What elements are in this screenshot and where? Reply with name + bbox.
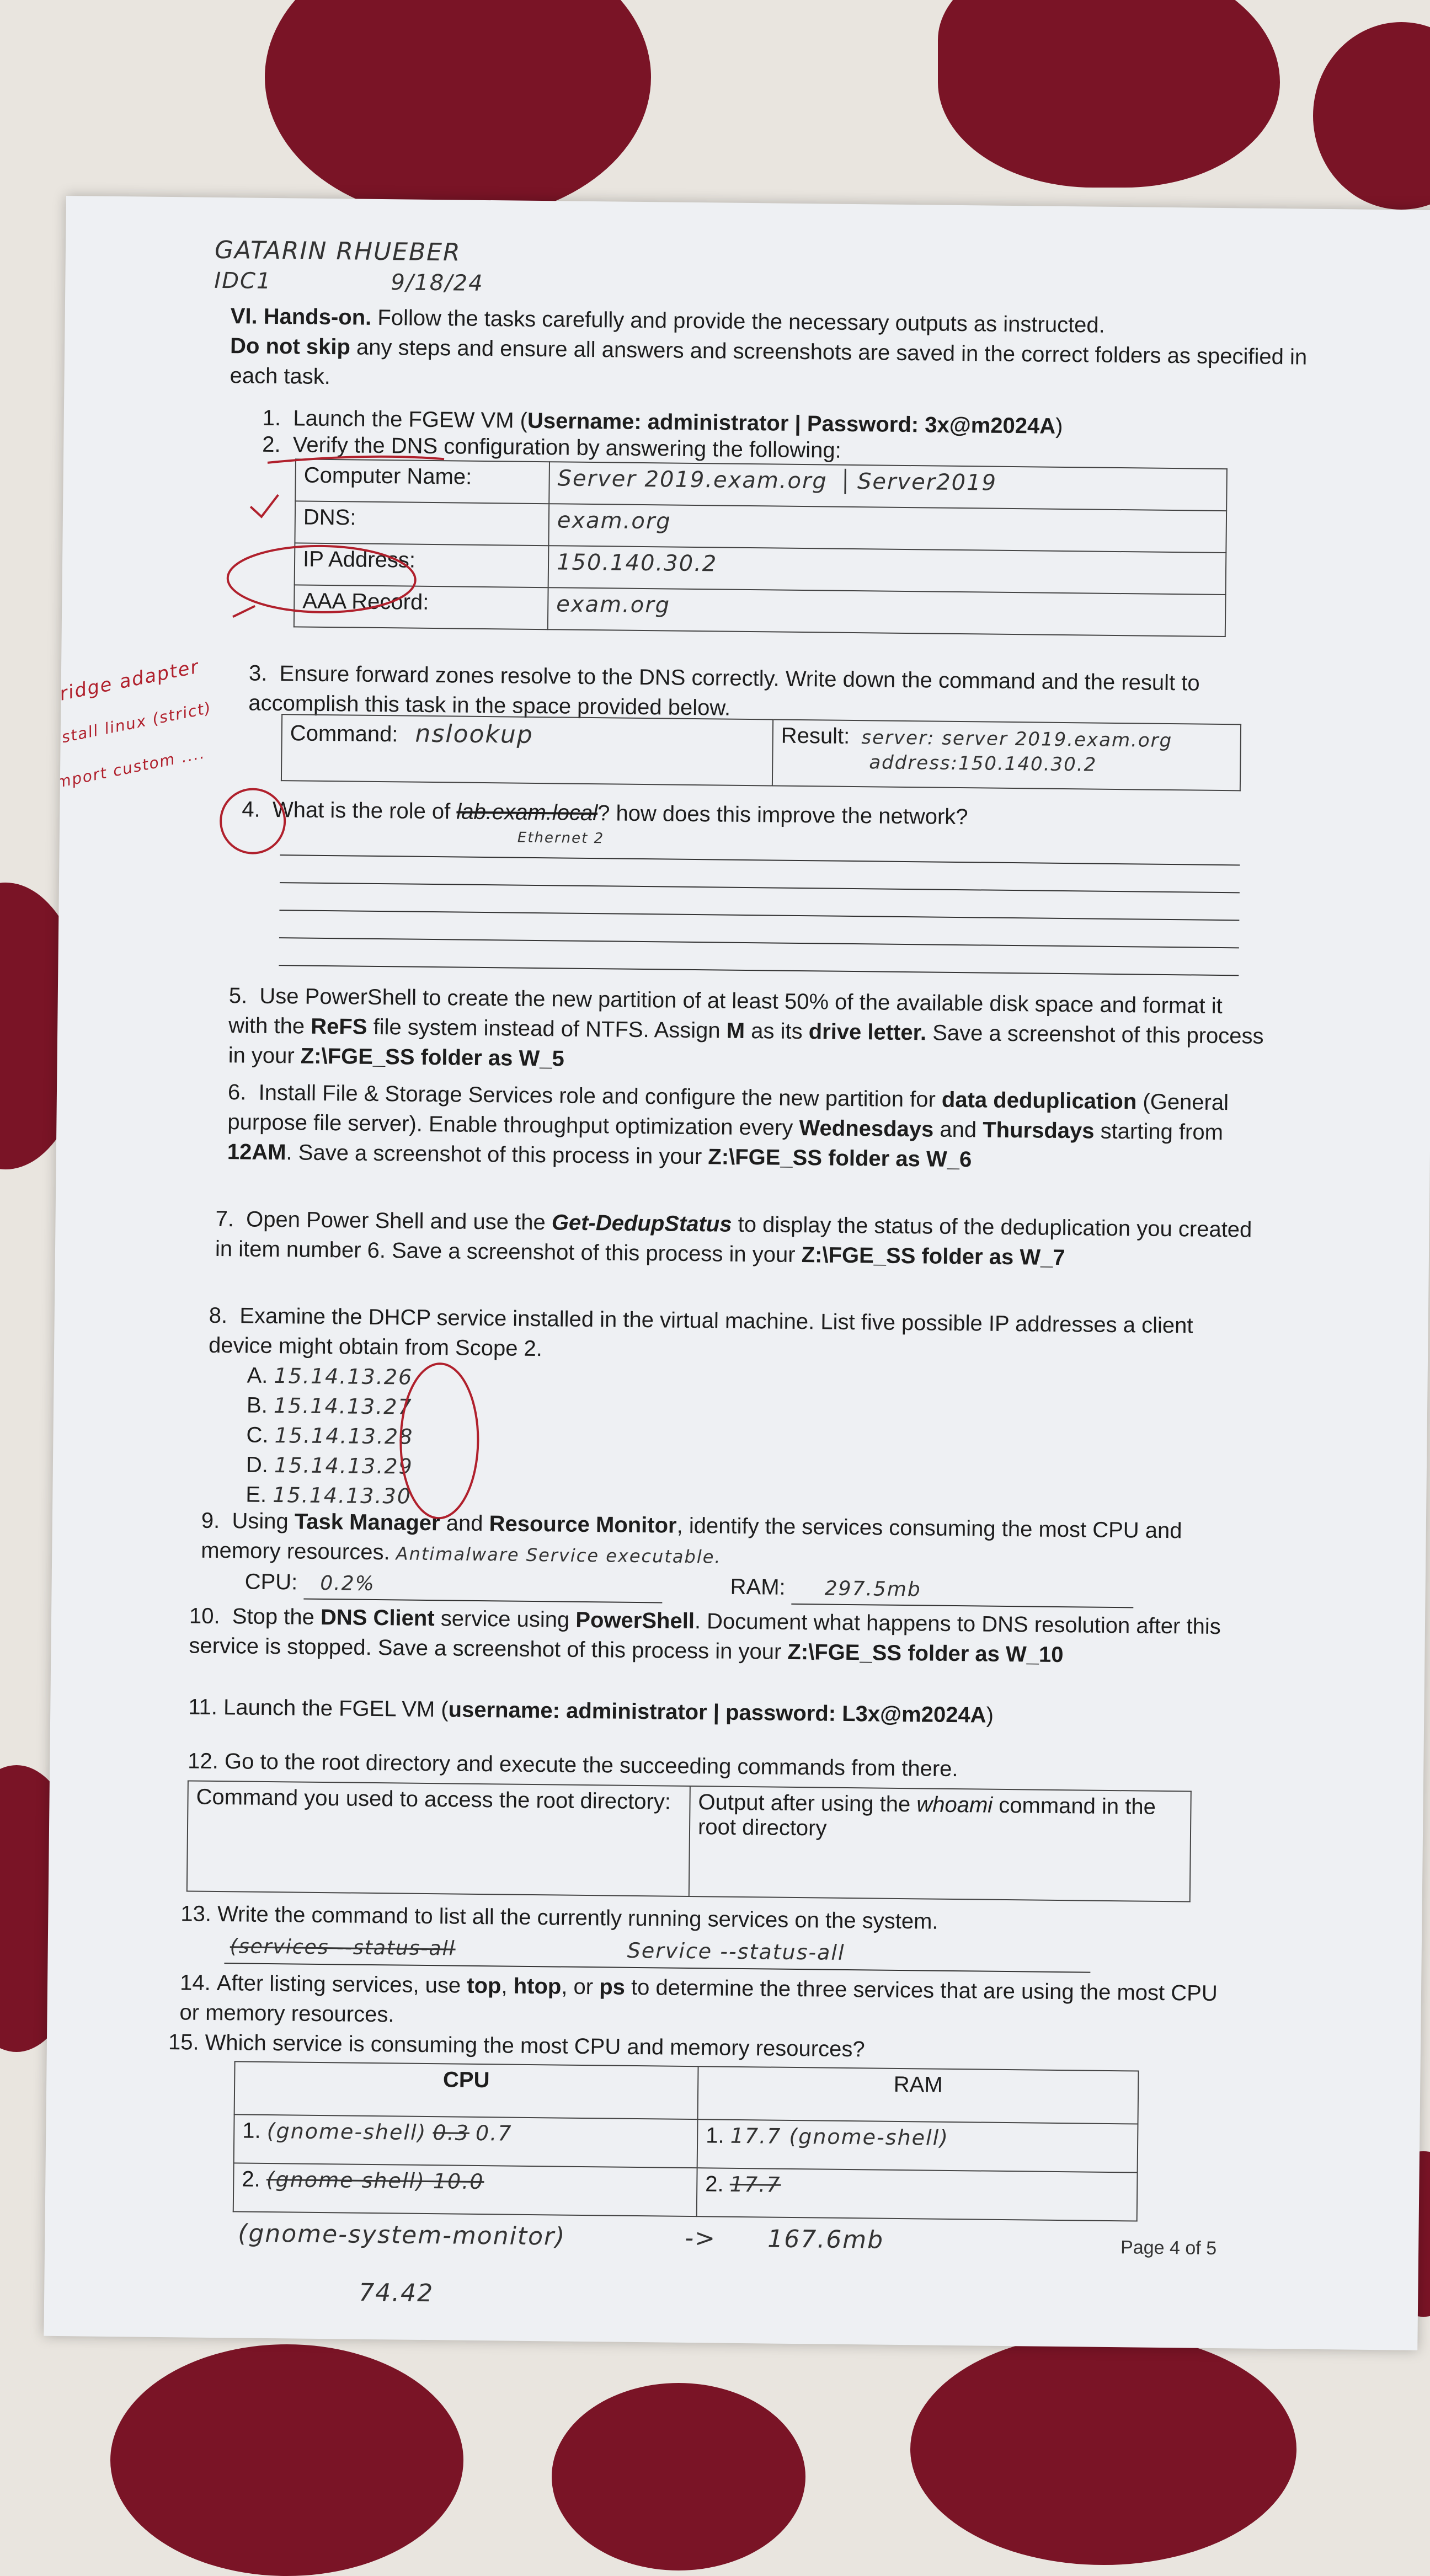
struck-answer: (services --status-all xyxy=(230,1935,456,1960)
ram-header: RAM xyxy=(698,2066,1139,2124)
margin-note-1: Bridge adapter xyxy=(44,655,201,708)
item-8: 8. Examine the DHCP service installed in the virtual machine. List five possible IP addresses a client device might obtain from Scope 2. xyxy=(208,1303,1193,1361)
item-10: 10. Stop the DNS Client service using PowerShell. Document what happens to DNS resolution after this service is stopped. Save a screenshot of this process in your Z:\FGE_SS folder as W_10 xyxy=(189,1604,1221,1668)
command-result-table xyxy=(281,714,1241,791)
intro-paragraph: VI. Hands-on. Follow the tasks carefully and provide the necessary outputs as instructed. Do not skip any steps and ensure all answers and screenshots are saved in the correct folders as specified in each task. xyxy=(230,304,1308,389)
item-4-note: Ethernet 2 xyxy=(517,829,605,847)
dns-row-dns: DNS: exam.org xyxy=(295,501,1226,553)
item-6: 6. Install File & Storage Services role and configure the new partition for data deduplication (General purpose file server). Enable throughput optimization every Wednesdays and Thursdays starting from 12AM. Save a screenshot of this process in your Z:\FGE_SS folder as W_6 xyxy=(227,1080,1229,1172)
bottom-note-arrow: -> xyxy=(685,2224,717,2253)
dns-row-computer-name: Computer Name: Server 2019.exam.org Server2019 xyxy=(295,459,1227,511)
item-14: 14. After listing services, use top, htop, or ps to determine the three services that are using the most CPU or memory resources. xyxy=(179,1970,1218,2027)
student-name: GATARIN RHUEBER xyxy=(214,236,461,267)
command-cell: Command: nslookup xyxy=(281,714,773,785)
ram-answer-line: RAM: 297.5mb xyxy=(730,1572,1134,1608)
bottom-note-process: (gnome-system-monitor) xyxy=(238,2219,566,2251)
resource-usage-table xyxy=(233,2061,1139,2221)
dns-row-ip: IP Address: 150.140.30.2 xyxy=(295,543,1226,595)
item-15: 15. Which service is consuming the most CPU and memory resources? xyxy=(168,2030,865,2062)
dhcp-answer: B. 15.14.13.27 xyxy=(246,1393,413,1419)
bottom-note-ram: 167.6mb xyxy=(767,2225,884,2254)
item-7: 7. Open Power Shell and use the Get-DedupStatus to display the status of the deduplication you created in item number 6. Save a screenshot of this process in your Z:\FGE_SS folder as W_7 xyxy=(215,1206,1252,1270)
red-oval-dhcp xyxy=(383,1358,495,1524)
handwritten-answer: Server 2019.exam.org xyxy=(557,466,828,494)
dhcp-answer: C. 15.14.13.28 xyxy=(246,1423,414,1449)
dhcp-answer: D. 15.14.13.29 xyxy=(246,1452,413,1479)
dhcp-answer: E. 15.14.13.30 xyxy=(246,1482,412,1509)
root-command-cell: Command you used to access the root directory: xyxy=(187,1781,690,1896)
dhcp-answer: A. 15.14.13.26 xyxy=(247,1363,413,1389)
usage-row-1: 1. (gnome-shell) 0.3 0.7 1. 17.7 (gnome-shell) xyxy=(234,2114,1138,2172)
item-12: 12. Go to the root directory and execute the succeeding commands from there. xyxy=(188,1749,958,1782)
item-11: 11. Launch the FGEL VM (username: administrator | password: L3x@m2024A) xyxy=(188,1695,994,1728)
item-13-answer: Service --status-all xyxy=(627,1938,845,1965)
usage-row-2: 2. (gnome shell) 10.0 2. 17.7 xyxy=(233,2163,1138,2221)
page-number: Page 4 of 5 xyxy=(1120,2237,1217,2259)
handwritten-note: Antimalware Service executable. xyxy=(396,1543,722,1568)
margin-note-2: install linux (strict) xyxy=(44,698,214,750)
student-section: IDC1 xyxy=(214,268,272,294)
cpu-header: CPU xyxy=(234,2061,698,2119)
exam-sheet xyxy=(44,196,1430,2350)
item-2: 2. Verify the DNS configuration by answering the following: xyxy=(262,432,841,463)
item-13: 13. Write the command to list all the currently running services on the system. xyxy=(180,1901,938,1934)
handwritten-command: nslookup xyxy=(415,719,533,749)
student-date: 9/18/24 xyxy=(391,270,484,296)
result-cell: Result: server: server 2019.exam.org address:150.140.30.2 xyxy=(772,719,1241,790)
red-check-marks xyxy=(199,451,477,664)
root-directory-table xyxy=(186,1780,1192,1902)
cpu-answer-line: CPU: 0.2% xyxy=(244,1567,662,1604)
item-9: 9. Using Task Manager and Resource Monitor, identify the services consuming the most CPU and memory resources. Antimalware Service executable. xyxy=(201,1508,1182,1568)
item-1: 1. Launch the FGEW VM (Username: administrator | Password: 3x@m2024A) xyxy=(262,405,1063,439)
red-circle-item-4 xyxy=(214,782,291,860)
item-4: 4. What is the role of lab.exam.local? how does this improve the network? xyxy=(242,797,968,830)
bottom-note-cpu: 74.42 xyxy=(358,2278,434,2308)
item-5: 5. Use PowerShell to create the new partition of at least 50% of the available disk space and format it with the ReFS file system instead of NTFS. Assign M as its drive letter. Save a screenshot of this process in your Z:\FGE_SS folder as W_5 xyxy=(228,984,1264,1071)
item-3: 3. Ensure forward zones resolve to the DNS correctly. Write down the command and the result to accomplish this task in the space provided below. xyxy=(248,661,1200,720)
margin-note-3: import custom .... xyxy=(49,744,207,793)
dns-row-aaa: AAA Record: exam.org xyxy=(294,585,1226,637)
whoami-output-cell: Output after using the whoami command in the root directory xyxy=(689,1786,1191,1901)
